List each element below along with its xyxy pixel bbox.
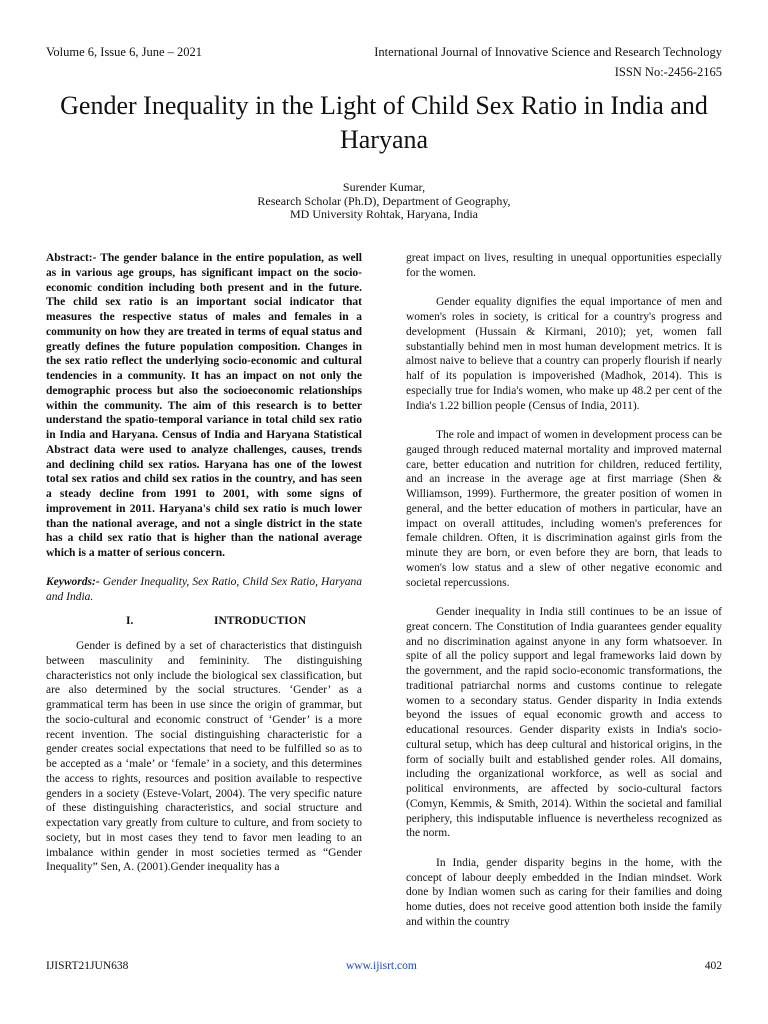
author-affiliation-1: Research Scholar (Ph.D), Department of Geography, (257, 193, 511, 208)
right-paragraph-3: The role and impact of women in development process can be gauged through reduced maternal mortality and improved maternal care, better education and nutrition for children, reduced fertility, and an increase in the average age at first marriage (Shen & Williamson, 1999). Furthermore, the greater position of women in general, and the better education of mothers in particular, have an impact on overall attitudes, including women's preferences for female children. Often, it is discrimination against girls from the minute they are born, or even before they are born, that leads to women's low status and a slew of other negative economic and societal repercussions. (406, 429, 722, 589)
author-affiliation-2: MD University Rohtak, Haryana, India (290, 207, 478, 221)
left-column (46, 251, 362, 875)
footer-page-number: 402 (704, 960, 722, 972)
section-title: INTRODUCTION (214, 615, 307, 628)
section-number: I. (126, 615, 134, 628)
abstract: Abstract:- The gender balance in the entire population, as well as in various age groups, has significant impact on the socio-economic condition including both present and in the future. The child sex ratio is an important social indicator that measures the respective status of males and females in a community on how they are treated in terms of equal status and greatly defines the future population composition. Changes in the sex ratio reflect the underlying socio-economic and cultural tendencies in a community. It has an impact on not only the demographic process but also the socioeconomic relationships within the community. The aim of this research is to better understand the spatio-temporal variance in total child sex ratio in India and Haryana. Census of India and Haryana Statistical Abstract data were used to analyze challenges, causes, trends and declining child sex ratios. Haryana has one of the lowest total sex ratios and child sex ratios in the country, and has seen a steady decline from 1991 to 2001, with some signs of improvement in 2011. Haryana's child sex ratio is much lower than the national average, and not a single district in the state has a child sex ratio that is higher than the national average which is a matter of serious concern. (46, 252, 362, 559)
section-heading (46, 614, 362, 629)
right-paragraph-2: Gender equality dignifies the equal importance of men and women's roles in society, is critical for a country's progress and development (Hussain & Kirmani, 2010); yet, women fall substantially behind men in most human development metrics. It is almost naive to believe that a country can properly flourish if nearly half of its population is impoverished (Madhok, 2014). This is especially true for India's women, who make up 48.2 per cent of the India's 1.22 billion people (Census of India, 2011). (406, 296, 722, 412)
author-block (184, 181, 584, 222)
keywords-text: Gender Inequality, Sex Ratio, Child Sex Ratio, Haryana and India. (46, 575, 362, 603)
paper-title: Gender Inequality in the Light of Child Sex Ratio in India and Haryana (60, 91, 708, 154)
footer-article-id: IJISRT21JUN638 (46, 960, 129, 972)
keywords-label: Keywords:- (46, 575, 100, 588)
right-column (406, 251, 722, 930)
keywords (46, 575, 362, 605)
footer-website-link[interactable]: www.ijisrt.com (346, 960, 417, 972)
right-paragraph-5: In India, gender disparity begins in the home, with the concept of labour deeply embedded in the Indian mindset. Work done by Indian women such as caring for their families and doing home duties, does not receive good attention both inside the family and within the country (406, 856, 722, 928)
intro-paragraph: Gender is defined by a set of characteristics that distinguish between masculinity and femininity. The distinguishing characteristics not only include the biological sex classification, but are also determined by the social structures. ‘Gender’ as a grammatical term has been in use since the origin of grammar, but the socio-cultural and economic construct of ‘Gender’ is a more recent invention. The social distinguishing characteristic for a gender creates social expectations that need to be fulfilled so as to be accepted as a ‘male’ or ‘female’ in a society, and this determines the access to rights, resources and position available to respective genders in a society (Esteve-Volart, 2004). The very specific nature of these distinguishing characteristics, and social structure and expectation vary greatly from culture to culture, and from society to society, but in most cases they tend to favor men leading to an imbalance within gender in most societies termed as “Gender Inequality” Sen, A. (2001).Gender inequality has a (46, 640, 362, 874)
right-paragraph-1: great impact on lives, resulting in unequal opportunities especially for the women. (406, 252, 722, 279)
volume-issue: Volume 6, Issue 6, June – 2021 (46, 45, 203, 59)
author-name: Surender Kumar, (342, 180, 426, 194)
right-paragraph-4: Gender inequality in India still continues to be an issue of great concern. The Constitution of India guarantees gender equality and no discrimination against anyone in any form whatsoever. In spite of all the policy support and legal frameworks laid down by the government, and the rapid socio-economic transformations, the traditional patriarchal norms and customs continue to relegate women to a secondary status. Gender disparity in India extends beyond the issues of equal economic growth and access to educational resources. Gender disparity exists in India's socio-cultural setup, which has deep cultural and historical origins, in the form of socially built and established gender roles. All domains, including the organizational workforce, as well as social and political environments, are affected by socio-cultural factors (Comyn, Kemmis, & Smith, 2014). Within the societal and familial periphery, this indisputable influence is nevertheless recognized as the norm. (406, 606, 722, 840)
journal-name: International Journal of Innovative Science and Research Technology (374, 45, 722, 59)
issn: ISSN No:-2456-2165 (614, 65, 722, 79)
